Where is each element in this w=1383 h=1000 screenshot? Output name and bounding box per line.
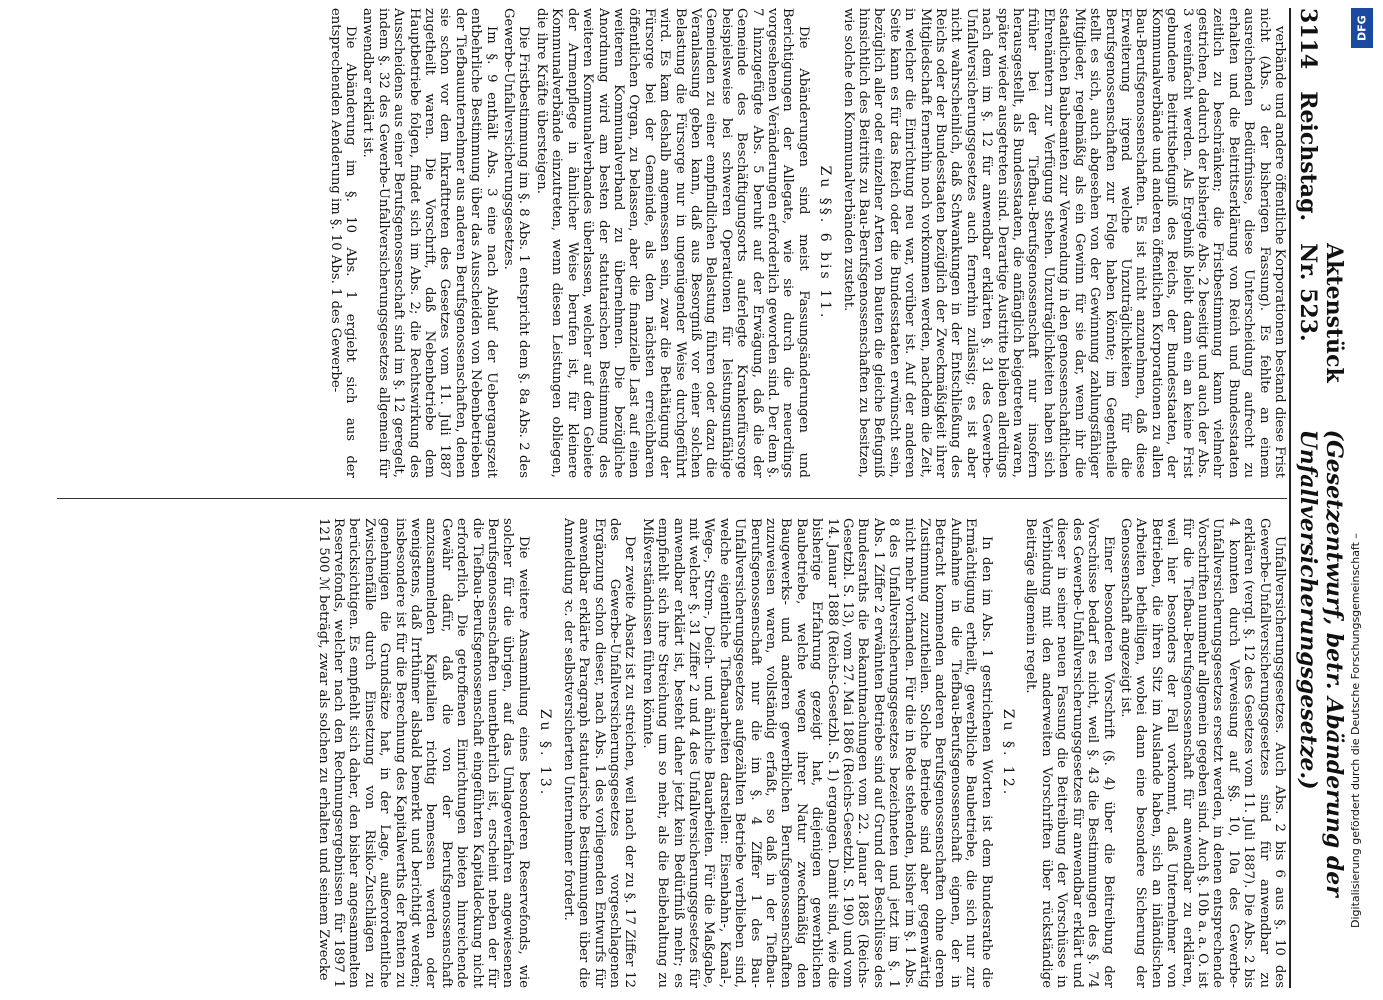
header-source: Reichstag. (1295, 91, 1321, 222)
paragraph: Einer besonderen Vorschrift (§. 4) über die Beitreibung der Vorschüsse bedarf es nicht, weil §. 43 die Bestimmungen des §. 74 des Gewerbe-Unfallversicherungsgesetzes für anwendbar erklärt und dieser in seiner neuen Fassung die Beitreibung der Vorschüsse in Verbindung mit den anderweiten Vorschriften über rückständige Beiträge allgemein regelt. (1023, 518, 1116, 988)
digitization-sidebar (1349, 8, 1375, 992)
header-document: Aktenstück Nr. 523. (1295, 243, 1347, 383)
paragraph: Im §. 9 enthält Abs. 3 eine nach Ablauf der Uebergangszeit entbehrliche Bestimmung über das Ausscheiden von Nebenbetrieben der Tiefbauunternehmer aus anderen Berufsgenossenschaften, denen sie schon vor dem Inkrafttreten des Gesetzes vom 11. Juli 1887 zugetheilt waren. Die Vorschrift, daß Nebenbetriebe dem Hauptbetriebe folgen, findet sich im Abs. 2; die Rechtswirkung des Ausscheidens aus einer Berufsgenossenschaft sind im §. 12 geregelt, indem §. 32 des Gewerbe-Unfallversicherungsgesetzes allgemein für anwendbar erklärt ist. (360, 8, 499, 478)
digitization-note: Digitalisierung gefördert durch die Deutsche Forschungsgemeinschaft – (1349, 533, 1362, 928)
section-heading: Zu §§. 6 bis 11. (817, 165, 834, 321)
right-column (57, 518, 1287, 988)
section-heading: Zu §. 12. (1000, 708, 1017, 798)
paragraph: In den im Abs. 1 gestrichenen Worten ist dem Bundesrathe die Ermächtigung ertheilt, gewerbliche Baubetriebe, die sich nur zur Aufnahme in die Tiefbau-Berufsgenossenschaft eignen, der in Betracht kommenden anderen Berufsgenossenschaften ohne deren Zustimmung zuzutheilen. Solche Betriebe sind aber gegenwärtig nicht mehr vorhanden. Für die in Rede stehenden, bisher im §. 1 Abs. 8 des Unfallversicherungsgesetzes bezeichneten und jetzt im §. 1 Abs. 1 Ziffer 2 erwähnten Betriebe sind auf Grund der Beschlüsse des Bundesraths die Bekanntmachungen vom 22. Januar 1885 (Reichs-Gesetzbl. S. 13), vom 27. Mai 1886 (Reichs-Gesetzbl. S. 190) und vom 14. Januar 1888 (Reichs-Gesetzbl. S. 1) ergangen. Damit sind, wie die bisherige Erfahrung gezeigt hat, diejenigen gewerblichen Baubetriebe, welche wegen ihrer Natur zweckmäßig den Baugewerks- und anderen gewerblichen Berufsgenossenschaften zuzuweisen waren, vollständig erfaßt, so daß in der Tiefbau-Berufsgenossenschaft nur die im §. 4 Ziffer 1 des Bau-Unfallversicherungsgesetzes aufgezählten Betriebe verblieben sind, welche eigentliche Tiefbauarbeiten darstellen: Eisenbahn-, Kanal-, Wege-, Strom-, Deich- und ähnliche Bauarbeiten. Für die Maßgabe, mit welcher §. 31 Ziffer 2 und 4 des Unfallversicherungsgesetzes für anwendbar erklärt ist, besteht daher jetzt kein Bedürfniß mehr; es empfiehlt sich ihre Streichung um so mehr, als die Beibehaltung zu Mißverständnissen führen könnte. (639, 518, 994, 988)
page-number: 3114 (1295, 8, 1321, 70)
left-column (57, 8, 1287, 478)
document-page (45, 8, 1347, 988)
page-header (1289, 8, 1347, 988)
paragraph: verbände und andere öffentliche Korporationen bestand diese Frist nicht (Abs. 3 der bisherigen Fassung). Es fehlte an einem ausreichenden Bedürfnisse, diese Unterscheidung aufrecht zu erhalten und die Beitrittserklärung von Reich und Bundesstaaten zeitlich zu beschränken; die Fristbestimmung kann vielmehr gestrichen, dadurch der bisherige Abs. 2 beseitigt und auch der Abs. 3 vereinfacht werden. Als Ergebniß bleibt dann ein an keine Frist gebundene Beitrittsbefugniß des Reichs, der Bundesstaaten, der Kommunalverbände und anderen öffentlichen Korporationen zu allen Bau-Berufsgenossenschaften. Es ist nicht anzunehmen, daß diese Erweiterung irgend welche Unzuträglichkeiten für die Berufsgenossenschaften zur Folge haben könnte; im Gegentheile stellt es sich, auch abgesehen von der Gewinnung zahlungsfähiger Mitglieder, regelmäßig als ein Gewinn für sie dar, wenn ihr die staatlichen Baubeamten zur Verwendung in den genossenschaftlichen Ehrenämtern zur Verfügung stehen. Unzuträglichkeiten haben sich früher bei der Tiefbau-Berufsgenossenschaft nur insofern herausgestellt, als Bundesstaaten, die anfänglich beigetreten waren, später wieder ausgetreten sind. Derartige Austritte bleiben allerdings nach dem im §. 12 für anwendbar erklärten §. 31 des Gewerbe-Unfallversicherungsgesetzes auch fernerhin zulässig; es ist aber nicht wahrscheinlich, daß Schwankungen in der Entschließung des Reichs oder der Bundesstaaten bezüglich der Zweckmäßigkeit ihrer Mitgliedschaft fernerhin noch vorkommen werden, nachdem die Zeit, in welcher die Einrichtung neu war, vorüber ist. Auf der anderen Seite kann es für das Reich oder die Bundesstaaten erwünscht sein, bezüglich aller oder einzelner Arten von Bauten die gleiche Befugniß hinsichtlich des Beitritts zu Bau-Berufsgenossenschaften zu besitzen, wie solche den Kommunalverbänden zusteht. (840, 8, 1287, 478)
dfg-logo: DFG (1351, 8, 1373, 48)
paragraph: Die Abänderungen sind meist Fassungsänderungen und Berichtigungen der Allegate, wie sie durch die neuerdings vorgesehenen Veränderungen erforderlich geworden sind. Der dem §. 7 hinzugefügte Abs. 5 beruht auf der Erwägung, daß die der Gemeinde des Beschäftigungsorts auferlegte Krankenfürsorge beispielsweise bei schweren Operationen für leistungsunfähige Gemeinden zu einer empfindlichen Belastung führen oder dazu die Veranlassung geben kann, daß aus Besorgniß vor einer solchen Belastung die Fürsorge nur in ungenügender Weise durchgeführt wird. Es kam deshalb angemessen sein, zwar die Bethätigung der Fürsorge bei der Gemeinde, als dem nächsten erreichbaren öffentlichen Organ, zu belassen, aber die finanzielle Last auf einen weiteren Kommunalverband zu übernehmen. Die bezügliche Anordnung wird am besten der statutarischen Bestimmung des weiteren Kommunalverbandes überlassen, welcher auf dem Gebiete der Armenpflege in ähnlicher Weise berufen ist, für kleinere Kommunalverbände einzutreten, wenn diesen Leistungen obliegen, die ihre Kräfte übersteigen. (533, 8, 811, 478)
paragraph: Die Abänderung im §. 10 Abs. 1 ergiebt sich aus der entsprechenden Aenderung im §. 10 Abs. 1 des Gewerbe- (327, 8, 359, 478)
column-divider (57, 498, 1287, 499)
paragraph: Der zweite Absatz ist zu streichen, weil nach der zu §. 17 Ziffer 12 des Gewerbe-Unfallversicherungsgesetzes vorgeschlagenen Ergänzung schon dieser, nach Abs. 1 des vorliegenden Entwurfs für anwendbar erklärte Paragraph statutarische Bestimmungen über die Anmeldung ꝛc. der selbstversicherten Unternehmer fordert. (560, 518, 638, 988)
paragraph: Die Fristbestimmung im §. 8 Abs. 1 entspricht dem §. 8a Abs. 2 des Gewerbe-Unfallversicherungsgesetzes. (501, 8, 532, 478)
section-heading: Zu §. 13. (537, 708, 554, 798)
paragraph: Die weitere Ansammlung eines besonderen Reservefonds, wie solcher für die übrigen, auf das Umlageverfahren angewiesenen Berufsgenossenschaften unentbehrlich ist, erscheint neben der für die Tiefbau-Berufsgenossenschaft eingeführten Kapitaldeckung nicht erforderlich. Die getroffenen Einrichtungen bieten hinreichende Gewähr dafür, daß die von der Berufsgenossenschaft anzusammelnden Kapitalien richtig bemessen werden oder wenigstens, daß Irrthümer alsbald bemerkt und berichtigt werden; insbesondere ist für die Berechnung des Kapitalwerths der Renten zu genehmigen die Grundsätze hat, in der Lage, außerordentliche Zwischenfälle durch Einsetzung von Risiko-Zuschlägen zu berücksichtigen. Es empfiehlt sich daher, den bisher angesammelten Reservefonds, welcher nach den Rechnungsergebnissen für 1897 1 121 500 ℳ beträgt, zwar als solchen zu erhalten und seinem Zwecke (315, 518, 531, 988)
header-title: (Gesetzentwurf, betr. Abänderung der Unfallversicherungsgesetze.) (1295, 429, 1347, 897)
paragraph: Unfallversicherungsgesetzes. Auch Abs. 2 bis 6 aus §. 10 des Gewerbe-Unfallversicherungsgesetzes sind für anwendbar zu erklären (vergl. §. 12 des Gesetzes vom 11. Juli 1887). Die Abs. 2 bis 4 konnten durch Verweisung auf §§. 10, 10a des Gewerbe-Unfallversicherungsgesetzes ersetzt werden, in denen entsprechende Vorschriften nunmehr allgemein gegeben sind. Auch §. 10b a. a. O. ist für die Tiefbau-Berufsgenossenschaft für anwendbar zu erklären, weil hier besonders der Fall vorkommt, daß Unternehmer von Betrieben, die ihren Sitz im Auslande haben, sich an inländischen Arbeiten betheiligen, wobei dann eine besondere Sicherung der Genossenschaft angezeigt ist. (1117, 518, 1287, 988)
